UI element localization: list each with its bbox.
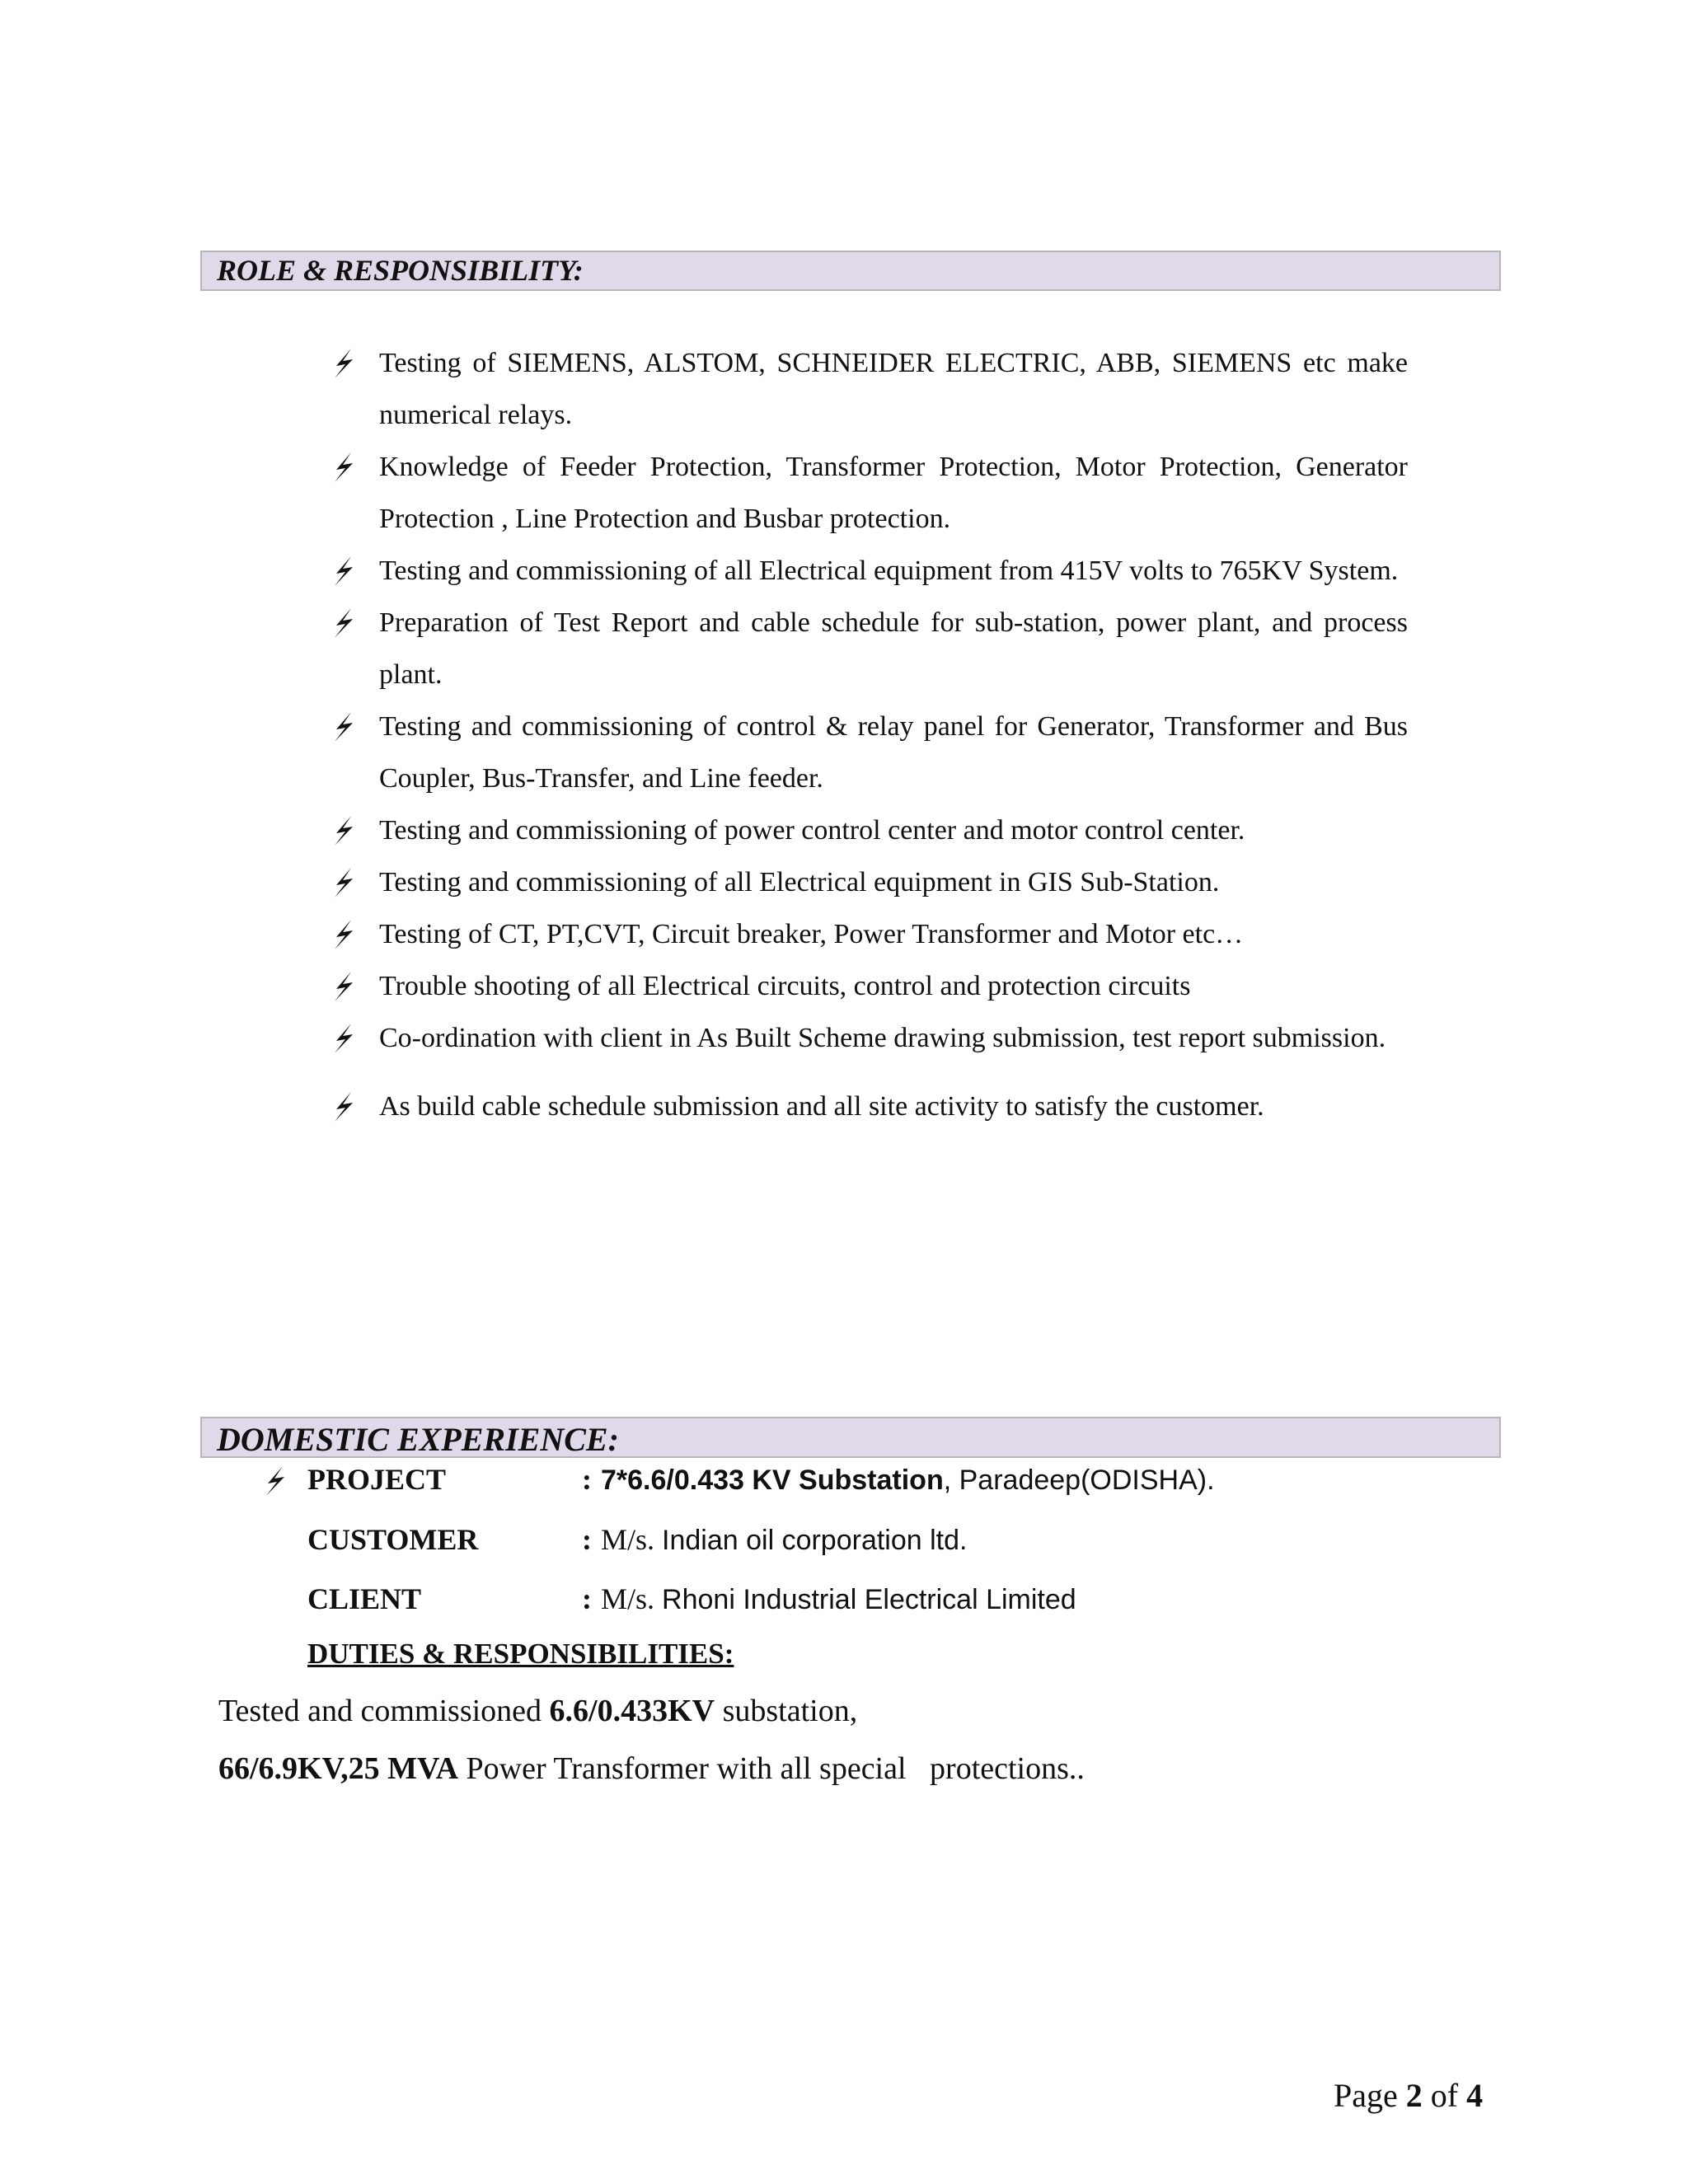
list-item-text: Testing and commissioning of all Electrical equipment in GIS Sub-Station. — [379, 867, 1220, 898]
lightning-bullet-icon — [328, 970, 358, 1003]
list-item — [328, 960, 1408, 1012]
list-item-text: Co-ordination with client in As Built Scheme drawing submission, test report submission. — [379, 1023, 1386, 1053]
list-item — [328, 597, 1408, 701]
role-responsibility-list — [328, 337, 1408, 1132]
list-item — [328, 701, 1408, 804]
page-current: 2 — [1405, 2077, 1423, 2114]
list-item — [328, 1080, 1408, 1132]
customer-prefix: M/s. — [601, 1523, 655, 1556]
lightning-bullet-icon — [328, 814, 358, 847]
domestic-experience-heading: DOMESTIC EXPERIENCE: — [200, 1417, 1501, 1458]
list-item — [328, 545, 1408, 597]
duty-line-2-post: Power Transformer with all special protections.. — [458, 1751, 1085, 1786]
duty-line-1 — [218, 1690, 857, 1732]
lightning-bullet-icon — [328, 710, 358, 743]
project-label: PROJECT — [307, 1463, 447, 1496]
page-word: Page — [1334, 2077, 1398, 2114]
lightning-bullet-icon — [328, 1090, 358, 1123]
lightning-bullet-icon — [328, 918, 358, 951]
customer-value — [601, 1519, 967, 1561]
lightning-bullet-icon — [328, 555, 358, 588]
list-item-text: Trouble shooting of all Electrical circuits, control and protection circuits — [379, 971, 1191, 1001]
client-value — [601, 1578, 1076, 1620]
list-item-text: As build cable schedule submission and all site activity to satisfy the customer. — [379, 1091, 1264, 1122]
client-prefix: M/s. — [601, 1582, 655, 1615]
duty-line-2 — [218, 1747, 1085, 1790]
list-item-text: Testing and commissioning of all Electrical equipment from 415V volts to 765KV System. — [379, 555, 1399, 586]
duties-responsibilities-heading: DUTIES & RESPONSIBILITIES: — [307, 1638, 734, 1670]
lightning-bullet-icon — [328, 347, 358, 380]
list-item-text: Testing of CT, PT,CVT, Circuit breaker, Power Transformer and Motor etc… — [379, 919, 1244, 949]
client-colon: : — [582, 1582, 592, 1615]
page-of-word: of — [1430, 2077, 1459, 2114]
lightning-bullet-icon — [328, 1022, 358, 1055]
list-item — [328, 804, 1408, 856]
customer-name: Indian oil corporation ltd. — [662, 1525, 968, 1556]
list-item — [328, 856, 1408, 908]
list-item — [328, 1012, 1408, 1064]
page-number — [1334, 2075, 1483, 2116]
duty-line-1-post: substation, — [715, 1694, 858, 1728]
list-item-text: Testing and commissioning of control & relay panel for Generator, Transformer and Bus Coupler, Bus-Transfer, and Line feeder. — [379, 711, 1408, 794]
page-total: 4 — [1466, 2077, 1484, 2114]
lightning-bullet-icon — [328, 451, 358, 484]
duty-line-1-bold: 6.6/0.433KV — [549, 1694, 715, 1728]
list-item — [328, 441, 1408, 545]
lightning-bullet-icon — [328, 607, 358, 640]
project-location: , Paradeep(ODISHA). — [943, 1465, 1215, 1496]
list-item — [328, 908, 1408, 960]
list-item-text: Knowledge of Feeder Protection, Transformer Protection, Motor Protection, Generator Protection , Line Protection and Busbar protection. — [379, 452, 1408, 534]
client-label: CLIENT — [307, 1582, 422, 1615]
duty-line-1-pre: Tested and commissioned — [218, 1694, 550, 1728]
project-colon: : — [582, 1463, 592, 1496]
lightning-bullet-icon — [260, 1465, 289, 1497]
list-item-text: Preparation of Test Report and cable schedule for sub-station, power plant, and process plant. — [379, 607, 1408, 690]
project-name: 7*6.6/0.433 KV Substation — [601, 1465, 944, 1496]
list-item-text: Testing of SIEMENS, ALSTOM, SCHNEIDER ELECTRIC, ABB, SIEMENS etc make numerical relays. — [379, 348, 1408, 430]
client-name: Rhoni Industrial Electrical Limited — [662, 1584, 1076, 1615]
customer-colon: : — [582, 1523, 592, 1556]
list-item-text: Testing and commissioning of power control center and motor control center. — [379, 815, 1245, 846]
list-item — [328, 337, 1408, 441]
project-value — [601, 1459, 1215, 1501]
customer-label: CUSTOMER — [307, 1523, 479, 1556]
role-responsibility-heading: ROLE & RESPONSIBILITY: — [200, 251, 1501, 291]
lightning-bullet-icon — [328, 866, 358, 899]
duty-line-2-bold: 66/6.9KV,25 MVA — [218, 1751, 459, 1786]
